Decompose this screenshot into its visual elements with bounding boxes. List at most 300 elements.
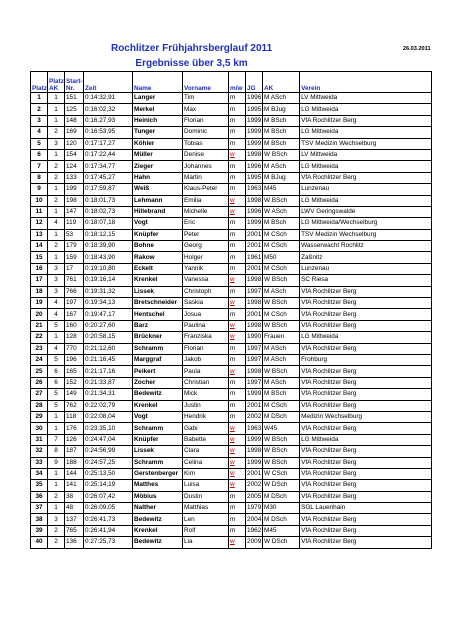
cell-jg: 1996	[246, 93, 263, 104]
cell-platz: 39	[31, 525, 48, 536]
cell-startnr: 136	[65, 537, 84, 548]
page-subtitle: Ergebnisse über 3,5 km	[135, 57, 248, 69]
cell-zeit: 0:17:17,27	[84, 138, 133, 149]
cell-zeit: 0:18:01,73	[84, 195, 133, 206]
cell-platz: 40	[31, 537, 48, 548]
cell-name: Zocher	[133, 377, 183, 388]
cell-zeit: 0:17:22,44	[84, 149, 133, 160]
cell-name: Barz	[133, 320, 183, 331]
cell-vorname: Klaus-Peter	[183, 184, 229, 195]
cell-vorname: Georg	[183, 241, 229, 252]
cell-mw: w	[229, 537, 246, 548]
cell-platz: 4	[31, 127, 48, 138]
table-row	[31, 503, 432, 514]
cell-vorname: Josua	[183, 309, 229, 320]
cell-jg: 1997	[246, 354, 263, 365]
cell-verein: Lunzenau	[300, 184, 432, 195]
cell-platz: 36	[31, 491, 48, 502]
cell-startnr: 118	[65, 411, 84, 422]
cell-mw: m	[229, 389, 246, 400]
cell-platz-ak: 7	[48, 434, 65, 445]
cell-platz: 14	[31, 241, 48, 252]
cell-platz-ak: 2	[48, 172, 65, 183]
cell-zeit: 0:17:59,87	[84, 184, 133, 195]
cell-vorname: Denise	[183, 149, 229, 160]
cell-startnr: 137	[65, 514, 84, 525]
cell-ak: M45	[263, 184, 300, 195]
cell-mw: w	[229, 332, 246, 343]
cell-zeit: 0:21:34,31	[84, 389, 133, 400]
cell-vorname: Kim	[183, 468, 229, 479]
cell-zeit: 0:19:16,14	[84, 275, 133, 286]
cell-startnr: 48	[65, 503, 84, 514]
cell-platz-ak: 6	[48, 377, 65, 388]
cell-platz-ak: 1	[48, 411, 65, 422]
cell-platz-ak: 3	[48, 138, 65, 149]
table-row	[31, 332, 432, 343]
cell-startnr: 159	[65, 252, 84, 263]
cell-platz-ak: 3	[48, 514, 65, 525]
cell-mw: w	[229, 195, 246, 206]
cell-vorname: Saskia	[183, 298, 229, 309]
cell-verein: VfA Rochlitzer Berg	[300, 468, 432, 479]
cell-startnr: 761	[65, 275, 84, 286]
cell-ak: M BSch	[263, 127, 300, 138]
cell-name: Hahn	[133, 172, 183, 183]
cell-verein: VfA Rochlitzer Berg	[300, 537, 432, 548]
cell-jg: 1999	[246, 389, 263, 400]
cell-jg: 1963	[246, 184, 263, 195]
cell-jg: 1998	[246, 275, 263, 286]
cell-vorname: Johannes	[183, 161, 229, 172]
table-row	[31, 343, 432, 354]
table-row	[31, 423, 432, 434]
cell-verein: VfA Rochlitzer Berg	[300, 514, 432, 525]
cell-vorname: Paula	[183, 366, 229, 377]
cell-zeit: 0:25:14,19	[84, 480, 133, 491]
cell-platz-ak: 8	[48, 446, 65, 457]
col-header-name: Name	[133, 72, 183, 93]
cell-jg: 1999	[246, 457, 263, 468]
cell-startnr: 196	[65, 354, 84, 365]
results-body	[31, 93, 432, 549]
cell-platz: 8	[31, 172, 48, 183]
col-header-vorname: Vorname	[183, 72, 229, 93]
table-row	[31, 491, 432, 502]
cell-vorname: Christian	[183, 377, 229, 388]
cell-jg: 1979	[246, 503, 263, 514]
col-header-mw: m/w	[229, 72, 246, 93]
cell-vorname: Emilia	[183, 195, 229, 206]
cell-mw: m	[229, 377, 246, 388]
cell-startnr: 119	[65, 218, 84, 229]
cell-mw: m	[229, 241, 246, 252]
cell-name: Bohne	[133, 241, 183, 252]
table-row	[31, 286, 432, 297]
cell-startnr: 148	[65, 115, 84, 126]
cell-zeit: 0:22:02,79	[84, 400, 133, 411]
cell-platz: 7	[31, 161, 48, 172]
cell-verein: VfA Rochlitzer Berg	[300, 491, 432, 502]
cell-vorname: Mick	[183, 389, 229, 400]
cell-platz: 18	[31, 286, 48, 297]
cell-verein: LG Mittweida	[300, 434, 432, 445]
cell-zeit: 0:19:34,13	[84, 298, 133, 309]
table-row	[31, 195, 432, 206]
cell-verein: VfA Rochlitzer Berg	[300, 172, 432, 183]
cell-platz-ak: 1	[48, 503, 65, 514]
cell-jg: 2002	[246, 480, 263, 491]
cell-platz-ak: 5	[48, 354, 65, 365]
table-header	[31, 72, 432, 93]
cell-verein: VfA Rochlitzer Berg	[300, 377, 432, 388]
cell-name: Möbius	[133, 491, 183, 502]
table-row	[31, 434, 432, 445]
cell-ak: M BSch	[263, 138, 300, 149]
table-row	[31, 298, 432, 309]
cell-verein: VfA Rochlitzer Berg	[300, 309, 432, 320]
cell-platz-ak: 1	[48, 480, 65, 491]
cell-startnr: 188	[65, 457, 84, 468]
event-date: 26.03.2011	[402, 45, 431, 52]
cell-vorname: Tobias	[183, 138, 229, 149]
cell-zeit: 0:22:08,04	[84, 411, 133, 422]
table-row	[31, 468, 432, 479]
cell-platz: 37	[31, 503, 48, 514]
table-row	[31, 127, 432, 138]
cell-jg: 1990	[246, 332, 263, 343]
cell-platz: 21	[31, 320, 48, 331]
cell-verein: VfA Rochlitzer Berg	[300, 457, 432, 468]
table-row	[31, 411, 432, 422]
cell-jg: 1998	[246, 320, 263, 331]
cell-platz-ak: 1	[48, 332, 65, 343]
cell-verein: LG Mittweida	[300, 127, 432, 138]
cell-platz: 33	[31, 457, 48, 468]
cell-verein: TSV Medizin Wechselburg	[300, 229, 432, 240]
cell-jg: 1998	[246, 298, 263, 309]
cell-jg: 1998	[246, 446, 263, 457]
cell-verein: TSV Medizin Wechselburg	[300, 138, 432, 149]
cell-zeit: 0:20:27,60	[84, 320, 133, 331]
cell-ak: W BSch	[263, 320, 300, 331]
cell-ak: W45	[263, 423, 300, 434]
cell-zeit: 0:21:33,87	[84, 377, 133, 388]
cell-jg: 1998	[246, 195, 263, 206]
cell-mw: m	[229, 127, 246, 138]
cell-mw: m	[229, 491, 246, 502]
cell-startnr: 179	[65, 241, 84, 252]
cell-ak: M DSch	[263, 491, 300, 502]
cell-mw: m	[229, 263, 246, 274]
cell-jg: 1999	[246, 127, 263, 138]
cell-platz: 34	[31, 468, 48, 479]
cell-mw: w	[229, 275, 246, 286]
table-row	[31, 389, 432, 400]
cell-name: Schramm	[133, 343, 183, 354]
cell-name: Vogt	[133, 411, 183, 422]
cell-mw: w	[229, 298, 246, 309]
cell-platz: 20	[31, 309, 48, 320]
cell-zeit: 0:18:39,90	[84, 241, 133, 252]
cell-vorname: Gabi	[183, 423, 229, 434]
cell-name: Bretschneider	[133, 298, 183, 309]
cell-jg: 2001	[246, 241, 263, 252]
cell-ak: M DSch	[263, 411, 300, 422]
cell-name: Merkel	[133, 104, 183, 115]
cell-name: Langer	[133, 93, 183, 104]
cell-startnr: 160	[65, 320, 84, 331]
cell-ak: M ASch	[263, 93, 300, 104]
cell-platz-ak: 4	[48, 218, 65, 229]
cell-mw: m	[229, 229, 246, 240]
cell-verein: LWV Geringswalde	[300, 206, 432, 217]
table-row	[31, 206, 432, 217]
cell-mw: m	[229, 400, 246, 411]
cell-mw: m	[229, 104, 246, 115]
col-header-jg: JG	[246, 72, 263, 93]
cell-jg: 1998	[246, 366, 263, 377]
cell-verein: VfA Rochlitzer Berg	[300, 480, 432, 491]
cell-name: Brückner	[133, 332, 183, 343]
cell-platz-ak: 6	[48, 366, 65, 377]
cell-platz: 13	[31, 229, 48, 240]
cell-mw: w	[229, 206, 246, 217]
cell-vorname: Celina	[183, 457, 229, 468]
table-row	[31, 184, 432, 195]
cell-ak: M45	[263, 525, 300, 536]
cell-name: Hillebrand	[133, 206, 183, 217]
results-sheet	[30, 41, 431, 549]
cell-startnr: 38	[65, 491, 84, 502]
cell-startnr: 151	[65, 93, 84, 104]
cell-verein: Zaßnitz	[300, 252, 432, 263]
table-row	[31, 320, 432, 331]
cell-vorname: Justin	[183, 400, 229, 411]
cell-ak: M ASch	[263, 354, 300, 365]
cell-vorname: Florian	[183, 343, 229, 354]
cell-platz-ak: 1	[48, 93, 65, 104]
cell-zeit: 0:19:10,80	[84, 263, 133, 274]
cell-mw: m	[229, 115, 246, 126]
cell-ak: Frauen	[263, 332, 300, 343]
cell-startnr: 125	[65, 104, 84, 115]
cell-vorname: Dominic	[183, 127, 229, 138]
cell-mw: m	[229, 218, 246, 229]
cell-jg: 1996	[246, 206, 263, 217]
cell-name: Krenkel	[133, 275, 183, 286]
cell-name: Peikert	[133, 366, 183, 377]
cell-zeit: 0:25:13,50	[84, 468, 133, 479]
cell-vorname: Rolf	[183, 525, 229, 536]
cell-name: Krenkel	[133, 525, 183, 536]
cell-vorname: Martin	[183, 172, 229, 183]
cell-vorname: Len	[183, 514, 229, 525]
cell-platz-ak: 1	[48, 229, 65, 240]
cell-mw: m	[229, 184, 246, 195]
cell-platz-ak: 2	[48, 241, 65, 252]
cell-ak: M DSch	[263, 514, 300, 525]
cell-name: Marggraf	[133, 354, 183, 365]
cell-startnr: 124	[65, 161, 84, 172]
cell-name: Köhler	[133, 138, 183, 149]
cell-vorname: Michelle	[183, 206, 229, 217]
cell-platz: 11	[31, 206, 48, 217]
cell-verein: Frohburg	[300, 354, 432, 365]
cell-mw: w	[229, 320, 246, 331]
cell-platz: 5	[31, 138, 48, 149]
cell-vorname: Christoph	[183, 286, 229, 297]
cell-verein: VfA Rochlitzer Berg	[300, 286, 432, 297]
cell-name: Hentschel	[133, 309, 183, 320]
cell-vorname: Clara	[183, 446, 229, 457]
cell-platz-ak: 1	[48, 468, 65, 479]
cell-zeit: 0:26:41,94	[84, 525, 133, 536]
cell-platz: 22	[31, 332, 48, 343]
cell-ak: W BSch	[263, 195, 300, 206]
cell-platz-ak: 5	[48, 320, 65, 331]
cell-platz-ak: 1	[48, 115, 65, 126]
cell-ak: M CSch	[263, 263, 300, 274]
col-header-ak: AK	[263, 72, 300, 93]
cell-jg: 2001	[246, 400, 263, 411]
page-title: Rochlitzer Frühjahrsberglauf 2011	[110, 42, 273, 54]
cell-startnr: 17	[65, 263, 84, 274]
table-row	[31, 525, 432, 536]
cell-platz: 10	[31, 195, 48, 206]
cell-platz-ak: 1	[48, 252, 65, 263]
cell-platz-ak: 1	[48, 423, 65, 434]
cell-mw: w	[229, 468, 246, 479]
cell-platz-ak: 1	[48, 149, 65, 160]
cell-vorname: Max	[183, 104, 229, 115]
cell-mw: m	[229, 354, 246, 365]
table-row	[31, 161, 432, 172]
cell-name: Weiß	[133, 184, 183, 195]
results-table	[30, 41, 432, 549]
cell-startnr: 133	[65, 172, 84, 183]
cell-name: Vogt	[133, 218, 183, 229]
cell-mw: w	[229, 446, 246, 457]
cell-name: Bedewitz	[133, 537, 183, 548]
cell-name: Rakow	[133, 252, 183, 263]
cell-jg: 1999	[246, 115, 263, 126]
table-row	[31, 537, 432, 548]
cell-jg: 1999	[246, 218, 263, 229]
cell-platz: 25	[31, 366, 48, 377]
cell-mw: m	[229, 525, 246, 536]
cell-verein: SGL Lauenhain	[300, 503, 432, 514]
cell-zeit: 0:24:57,25	[84, 457, 133, 468]
cell-jg: 2009	[246, 537, 263, 548]
cell-jg: 1997	[246, 286, 263, 297]
cell-mw: m	[229, 93, 246, 104]
cell-startnr: 187	[65, 446, 84, 457]
cell-platz: 32	[31, 446, 48, 457]
cell-mw: m	[229, 514, 246, 525]
cell-zeit: 0:18:43,90	[84, 252, 133, 263]
cell-jg: 1997	[246, 343, 263, 354]
cell-ak: W BSch	[263, 149, 300, 160]
cell-verein: SC Riesa	[300, 275, 432, 286]
cell-jg: 1962	[246, 525, 263, 536]
cell-startnr: 197	[65, 298, 84, 309]
cell-jg: 2001	[246, 468, 263, 479]
cell-ak: M BJug	[263, 172, 300, 183]
cell-ak: M50	[263, 252, 300, 263]
cell-zeit: 0:21:17,16	[84, 366, 133, 377]
col-header-zeit: Zeit	[84, 72, 133, 93]
cell-mw: m	[229, 309, 246, 320]
table-row	[31, 241, 432, 252]
table-row	[31, 218, 432, 229]
cell-ak: M BJug	[263, 104, 300, 115]
cell-zeit: 0:26:41,73	[84, 514, 133, 525]
cell-platz-ak: 9	[48, 457, 65, 468]
cell-ak: W DSch	[263, 480, 300, 491]
cell-name: Bedewitz	[133, 514, 183, 525]
cell-platz-ak: 3	[48, 286, 65, 297]
cell-verein: VfA Rochlitzer Berg	[300, 115, 432, 126]
cell-ak: M ASch	[263, 343, 300, 354]
cell-vorname: Vanessa	[183, 275, 229, 286]
table-row	[31, 263, 432, 274]
cell-jg: 1963	[246, 423, 263, 434]
cell-startnr: 53	[65, 229, 84, 240]
cell-startnr: 141	[65, 480, 84, 491]
cell-platz-ak: 1	[48, 184, 65, 195]
cell-vorname: Franziska	[183, 332, 229, 343]
cell-ak: W BSch	[263, 298, 300, 309]
cell-platz-ak: 2	[48, 537, 65, 548]
cell-jg: 1999	[246, 434, 263, 445]
cell-ak: W BSch	[263, 457, 300, 468]
cell-name: Gerstenberger	[133, 468, 183, 479]
cell-verein: VfA Rochlitzer Berg	[300, 423, 432, 434]
cell-ak: W BSch	[263, 275, 300, 286]
cell-startnr: 120	[65, 138, 84, 149]
cell-startnr: 152	[65, 377, 84, 388]
cell-zeit: 0:17:34,77	[84, 161, 133, 172]
cell-vorname: Luisa	[183, 480, 229, 491]
cell-zeit: 0:27:25,73	[84, 537, 133, 548]
cell-jg: 1961	[246, 252, 263, 263]
cell-platz: 30	[31, 423, 48, 434]
cell-platz: 17	[31, 275, 48, 286]
cell-jg: 1997	[246, 377, 263, 388]
cell-platz: 12	[31, 218, 48, 229]
cell-platz: 16	[31, 263, 48, 274]
table-row	[31, 252, 432, 263]
cell-platz-ak: 2	[48, 161, 65, 172]
cell-zeit: 0:19:47,17	[84, 309, 133, 320]
cell-zeit: 0:16:27,93	[84, 115, 133, 126]
cell-startnr: 154	[65, 149, 84, 160]
cell-jg: 2002	[246, 411, 263, 422]
cell-platz-ak: 2	[48, 525, 65, 536]
cell-name: Lehmann	[133, 195, 183, 206]
cell-platz-ak: 5	[48, 389, 65, 400]
cell-ak: W ASch	[263, 206, 300, 217]
cell-ak: W BSch	[263, 446, 300, 457]
cell-jg: 2001	[246, 309, 263, 320]
cell-jg: 2001	[246, 263, 263, 274]
cell-platz-ak: 4	[48, 343, 65, 354]
cell-ak: M ASch	[263, 161, 300, 172]
cell-mw: m	[229, 411, 246, 422]
cell-startnr: 199	[65, 184, 84, 195]
cell-zeit: 0:26:07,42	[84, 491, 133, 502]
